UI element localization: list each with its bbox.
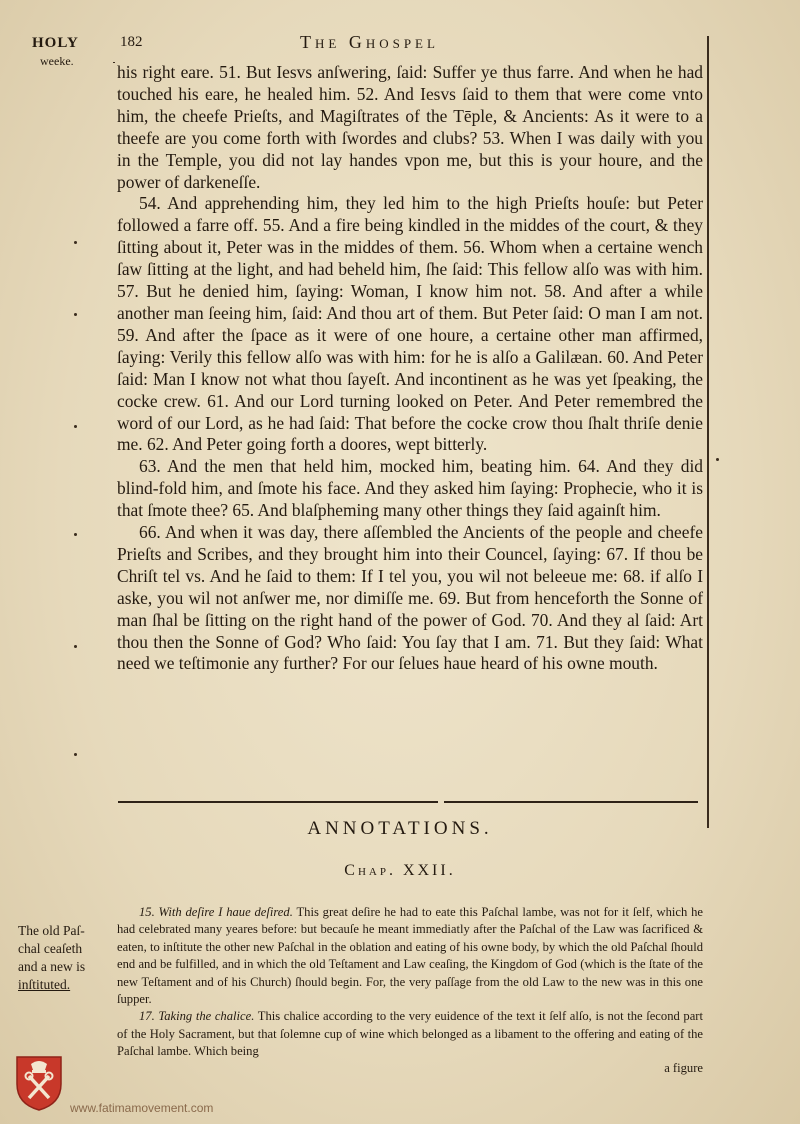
margin-dot (74, 425, 77, 428)
annotation-paragraph (117, 1008, 703, 1060)
margin-divider (113, 62, 115, 63)
verse-paragraph: his right eare. 51. But Iesvs anſwering, ſaid: Suffer ye thus farre. And when he had touched his eare, he healed him. 52. And Iesvs ſaid to them that were come vnto him, the cheefe Prieſts, and Magiſtrates of the Tēple, & Ancients: As it were to a theefe are you come forth with ſwordes and clubs? 53. When I was daily with you in the Temple, you did not lay handes vpon me, but this is your houre, and the power of darkeneſſe. (117, 62, 703, 192)
margin-dot (74, 313, 77, 316)
margin-note-line: chal ceaſeth (18, 941, 83, 956)
margin-dot (74, 753, 77, 756)
section-rule-right (444, 801, 698, 803)
annotation-text (117, 904, 703, 1077)
section-rule-left (118, 801, 438, 803)
running-title: The Ghospel (300, 32, 439, 52)
margin-dot (74, 533, 77, 536)
gospel-text (117, 62, 703, 675)
catchword: a figure (664, 1060, 703, 1075)
annotation-paragraph (117, 904, 703, 1008)
margin-heading-line1: HOLY (32, 35, 79, 51)
papal-crest-icon (14, 1054, 64, 1112)
annotation-body: This chalice according to the very euidence of the text it ſelf alſo, is not the ſecond part of the Holy Sacrament, but that ſolemne cup of wine which belonged as a libament to the offering and eating of the Paſchal lambe. Which being (117, 1009, 703, 1059)
annotation-margin-note (18, 922, 110, 994)
page-number: 182 (120, 34, 143, 50)
watermark[interactable]: www.fatimamovement.com (70, 1101, 214, 1115)
margin-note-line: inſtituted. (18, 977, 71, 992)
margin-dot (74, 645, 77, 648)
right-column-rule (707, 36, 709, 828)
margin-note-line: and a new is (18, 959, 86, 974)
chapter-heading: Chap. XXII. (344, 862, 456, 879)
margin-dot (716, 458, 719, 461)
verse-paragraph: 63. And the men that held him, mocked him, beating him. 64. And they did blind-fold him, and ſmote his face. And they asked him ſaying: Prophecie, who it is that ſmote thee? 65. And blaſpheming many other things they ſaid againſt him. (117, 456, 703, 521)
margin-dot (74, 241, 77, 244)
verse-paragraph: 54. And apprehending him, they led him to the high Prieſts houſe: but Peter followed a farre off. 55. And a fire being kindled in the middes of the court, & they ſitting about it, Peter was in the middes of them. 56. Whom when a certaine wench ſaw ſitting at the light, and had beheld him, ſhe ſaid: This fellow alſo was with him. 57. But he denied him, ſaying: Woman, I know him not. 58. And after a while another man ſeeing him, ſaid: And thou art of them. But Peter ſaid: O man I am not. 59. And after the ſpace as it were of one houre, a certaine other man affirmed, ſaying: Verily this fellow alſo was with him: for he is alſo a Galilæan. 60. And Peter ſaid: Man I know not what thou ſayeſt. And incontinent as he was yet ſpeaking, the cocke crew. 61. And our Lord turning looked on Peter. And Peter remembred the word of our Lord, as he had ſaid: That before the cocke crow thou ſhalt thriſe denie me. 62. And Peter going forth a doores, wept bitterly. (117, 193, 703, 455)
margin-heading (32, 34, 112, 70)
margin-heading-line2: weeke. (40, 54, 74, 68)
annotation-lemma: 17. Taking the chalice. (139, 1009, 255, 1024)
annotations-heading: ANNOTATIONS. (307, 818, 493, 839)
verse-paragraph: 66. And when it was day, there aſſembled the Ancients of the people and cheefe Prieſts and Scribes, and they brought him into their Councel, ſaying: 67. If thou be Chriſt tel vs. And he ſaid to them: If I tel you, you wil not beleeue me: 68. if alſo I aske, you wil not anſwer me, nor dimiſſe me. 69. But from henceforth the Sonne of man ſhal be ſitting on the right hand of the power of God. 70. And they al ſaid: Art thou then the Sonne of God? Who ſaid: You ſay that I am. 71. But they ſaid: What need we teſtimonie any further? For our ſelues haue heard of his owne mouth. (117, 522, 703, 674)
annotation-body: This great deſire he had to eate this Paſchal lambe, was not for it ſelf, which he had celebrated many yeares before: but becauſe he meant immediatly after the Paſchal of the Law was ſacrificed & eaten, to inſtitute the other new Paſchal in the oblation and eating of his owne body, by which the old Paſchal ſhould end and be fulfilled, and in which the old Teſtament and Law ceaſing, the Kingdom of God (which is the ſtate of the new Teſtament and of his Church) ſhould begin. For, the very paſſage from the old Law to the new was in this one ſupper. (117, 905, 704, 1007)
annotation-lemma: 15. With deſire I haue deſired. (139, 905, 293, 919)
margin-note-line: The old Paſ- (18, 923, 85, 938)
